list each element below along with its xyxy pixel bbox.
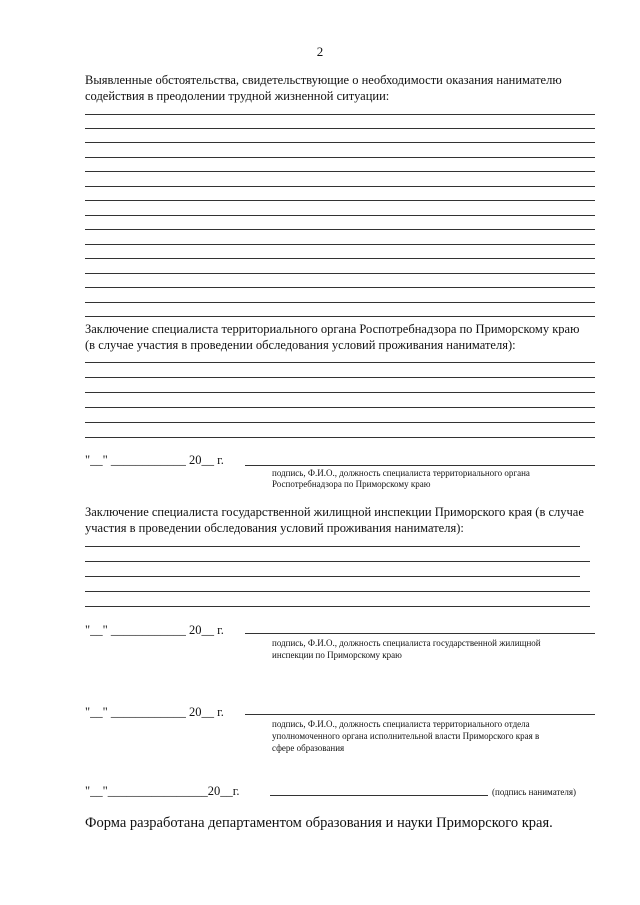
blank-line[interactable] <box>85 258 595 259</box>
section1-heading-line1: Выявленные обстоятельства, свидетельствующие о необходимости оказания нанимателю <box>85 73 562 87</box>
blank-line[interactable] <box>85 287 595 288</box>
blank-line[interactable] <box>85 186 595 187</box>
blank-line[interactable] <box>85 215 595 216</box>
blank-line[interactable] <box>85 392 595 393</box>
blank-line[interactable] <box>85 128 595 129</box>
section2-date-field[interactable]: "__" ____________ 20__ г. <box>85 453 224 467</box>
blank-line[interactable] <box>85 142 595 143</box>
section4-date-field[interactable]: "__" ____________ 20__ г. <box>85 705 224 719</box>
blank-line[interactable] <box>85 422 595 423</box>
section2-signature-caption-line1: подпись, Ф.И.О., должность специалиста территориального органа <box>272 468 530 478</box>
blank-line[interactable] <box>85 114 595 115</box>
blank-line[interactable] <box>85 377 595 378</box>
blank-line[interactable] <box>85 316 595 317</box>
section4-signature-caption-line1: подпись, Ф.И.О., должность специалиста территориального отдела <box>272 719 530 729</box>
section3-signature-line[interactable] <box>245 633 595 634</box>
section2-heading-line1: Заключение специалиста территориального органа Роспотребнадзора по Приморскому краю <box>85 322 580 336</box>
blank-line[interactable] <box>85 362 595 363</box>
blank-line[interactable] <box>85 200 595 201</box>
blank-line[interactable] <box>85 606 590 607</box>
tenant-signature-line[interactable] <box>270 795 488 796</box>
page-number: 2 <box>316 44 324 59</box>
footer-note: Форма разработана департаментом образования и науки Приморского края. <box>85 815 553 831</box>
section3-date-field[interactable]: "__" ____________ 20__ г. <box>85 623 224 637</box>
section3-heading-line2: участия в проведении обследования условий проживания нанимателя): <box>85 521 464 535</box>
blank-line[interactable] <box>85 407 595 408</box>
section2-heading-line2: (в случае участия в проведении обследования условий проживания нанимателя): <box>85 338 516 352</box>
blank-line[interactable] <box>85 157 595 158</box>
section3-signature-caption-line2: инспекции по Приморскому краю <box>272 650 402 660</box>
blank-line[interactable] <box>85 244 595 245</box>
section2-signature-caption-line2: Роспотребнадзора по Приморскому краю <box>272 479 431 489</box>
tenant-signature-caption: (подпись нанимателя) <box>492 787 577 797</box>
blank-line[interactable] <box>85 546 580 547</box>
section1-heading-line2: содействия в преодолении трудной жизненной ситуации: <box>85 89 390 103</box>
section4-signature-caption-line2: уполномоченного органа исполнительной власти Приморского края в <box>272 731 540 741</box>
blank-line[interactable] <box>85 229 595 230</box>
section4-signature-line[interactable] <box>245 714 595 715</box>
tenant-date-field[interactable]: "__"________________20__г. <box>85 784 240 798</box>
section3-heading-line1: Заключение специалиста государственной жилищной инспекции Приморского края (в случае <box>85 505 584 519</box>
section4-signature-caption-line3: сфере образования <box>272 743 345 753</box>
blank-line[interactable] <box>85 561 590 562</box>
section3-signature-caption-line1: подпись, Ф.И.О., должность специалиста государственной жилищной <box>272 638 541 648</box>
blank-line[interactable] <box>85 576 580 577</box>
blank-line[interactable] <box>85 437 595 438</box>
blank-line[interactable] <box>85 273 595 274</box>
section2-signature-line[interactable] <box>245 465 595 466</box>
blank-line[interactable] <box>85 171 595 172</box>
blank-line[interactable] <box>85 591 590 592</box>
blank-line[interactable] <box>85 302 595 303</box>
